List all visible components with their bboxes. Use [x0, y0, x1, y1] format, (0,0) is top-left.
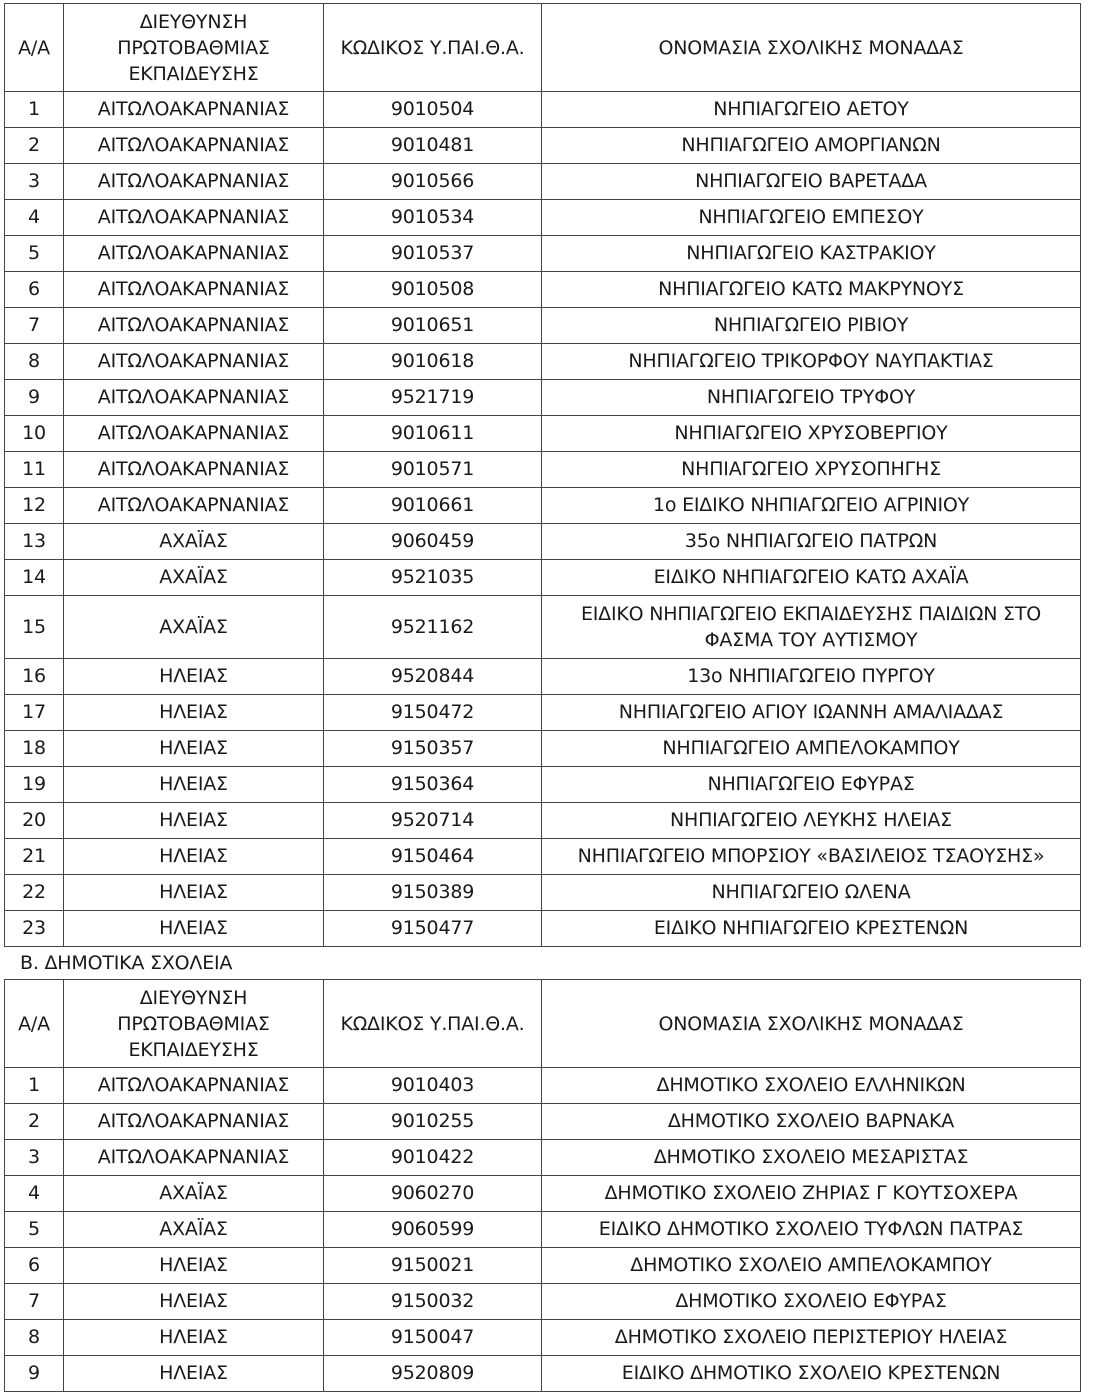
header-name: ΟΝΟΜΑΣΙΑ ΣΧΟΛΙΚΗΣ ΜΟΝΑΔΑΣ [542, 4, 1081, 92]
table-row [5, 272, 1081, 308]
header-code: ΚΩΔΙΚΟΣ Υ.ΠΑΙ.Θ.Α. [324, 980, 542, 1068]
cell-aa: 17 [5, 695, 64, 731]
cell-direction: ΑΙΤΩΛΟΑΚΑΡΝΑΝΙΑΣ [64, 488, 324, 524]
primary-schools-table [4, 979, 1081, 1392]
cell-aa: 8 [5, 1320, 64, 1356]
cell-aa: 3 [5, 164, 64, 200]
cell-code: 9150032 [324, 1284, 542, 1320]
table-row [5, 1284, 1081, 1320]
cell-code: 9150021 [324, 1248, 542, 1284]
cell-school-name: ΝΗΠΙΑΓΩΓΕΙΟ ΑΜΟΡΓΙΑΝΩΝ [542, 128, 1081, 164]
cell-code: 9150389 [324, 875, 542, 911]
cell-aa: 3 [5, 1140, 64, 1176]
cell-direction: ΗΛΕΙΑΣ [64, 1284, 324, 1320]
cell-school-name: ΔΗΜΟΤΙΚΟ ΣΧΟΛΕΙΟ ΜΕΣΑΡΙΣΤΑΣ [542, 1140, 1081, 1176]
cell-code: 9150357 [324, 731, 542, 767]
header-direction-line: ΠΡΩΤΟΒΑΘΜΙΑΣ [117, 1012, 270, 1035]
cell-school-name: ΔΗΜΟΤΙΚΟ ΣΧΟΛΕΙΟ ΕΦΥΡΑΣ [542, 1284, 1081, 1320]
cell-school-name: ΔΗΜΟΤΙΚΟ ΣΧΟΛΕΙΟ ΕΛΛΗΝΙΚΩΝ [542, 1068, 1081, 1104]
cell-aa: 8 [5, 344, 64, 380]
table-row [5, 308, 1081, 344]
cell-aa: 20 [5, 803, 64, 839]
cell-code: 9010651 [324, 308, 542, 344]
table-row [5, 596, 1081, 659]
cell-aa: 4 [5, 200, 64, 236]
cell-code: 9521719 [324, 380, 542, 416]
cell-code: 9060599 [324, 1212, 542, 1248]
table-row [5, 488, 1081, 524]
cell-aa: 5 [5, 236, 64, 272]
cell-school-name: ΔΗΜΟΤΙΚΟ ΣΧΟΛΕΙΟ ΠΕΡΙΣΤΕΡΙΟΥ ΗΛΕΙΑΣ [542, 1320, 1081, 1356]
cell-direction: ΗΛΕΙΑΣ [64, 1248, 324, 1284]
cell-aa: 2 [5, 128, 64, 164]
cell-code: 9010422 [324, 1140, 542, 1176]
cell-school-name: ΝΗΠΙΑΓΩΓΕΙΟ ΚΑΣΤΡΑΚΙΟΥ [542, 236, 1081, 272]
cell-code: 9150472 [324, 695, 542, 731]
cell-code: 9010571 [324, 452, 542, 488]
cell-code: 9521035 [324, 560, 542, 596]
table-row [5, 128, 1081, 164]
cell-school-name: 13ο ΝΗΠΙΑΓΩΓΕΙΟ ΠΥΡΓΟΥ [542, 659, 1081, 695]
cell-direction: ΑΧΑΪΑΣ [64, 560, 324, 596]
cell-direction: ΗΛΕΙΑΣ [64, 659, 324, 695]
cell-school-name: 1ο ΕΙΔΙΚΟ ΝΗΠΙΑΓΩΓΕΙΟ ΑΓΡΙΝΙΟΥ [542, 488, 1081, 524]
cell-direction: ΑΙΤΩΛΟΑΚΑΡΝΑΝΙΑΣ [64, 452, 324, 488]
cell-code: 9010504 [324, 92, 542, 128]
cell-school-name: ΝΗΠΙΑΓΩΓΕΙΟ ΤΡΙΚΟΡΦΟΥ ΝΑΥΠΑΚΤΙΑΣ [542, 344, 1081, 380]
cell-school-name: ΝΗΠΙΑΓΩΓΕΙΟ ΑΜΠΕΛΟΚΑΜΠΟΥ [542, 731, 1081, 767]
cell-code: 9010534 [324, 200, 542, 236]
cell-direction: ΑΙΤΩΛΟΑΚΑΡΝΑΝΙΑΣ [64, 1104, 324, 1140]
table-header-row [5, 980, 1081, 1068]
cell-direction: ΑΙΤΩΛΟΑΚΑΡΝΑΝΙΑΣ [64, 416, 324, 452]
cell-school-name: ΕΙΔΙΚΟ ΝΗΠΙΑΓΩΓΕΙΟ ΕΚΠΑΙΔΕΥΣΗΣ ΠΑΙΔΙΩΝ ΣΤΟ ΦΑΣΜΑ ΤΟΥ ΑΥΤΙΣΜΟΥ [542, 596, 1081, 659]
cell-direction: ΗΛΕΙΑΣ [64, 803, 324, 839]
header-direction [64, 980, 324, 1068]
cell-aa: 22 [5, 875, 64, 911]
cell-direction: ΑΙΤΩΛΟΑΚΑΡΝΑΝΙΑΣ [64, 1068, 324, 1104]
cell-aa: 1 [5, 92, 64, 128]
cell-school-name: ΝΗΠΙΑΓΩΓΕΙΟ ΛΕΥΚΗΣ ΗΛΕΙΑΣ [542, 803, 1081, 839]
section-b-title: Β. ΔΗΜΟΤΙΚΑ ΣΧΟΛΕΙΑ [20, 952, 233, 974]
cell-school-name: ΝΗΠΙΑΓΩΓΕΙΟ ΡΙΒΙΟΥ [542, 308, 1081, 344]
cell-aa: 1 [5, 1068, 64, 1104]
table-row [5, 452, 1081, 488]
cell-code: 9150464 [324, 839, 542, 875]
cell-direction: ΗΛΕΙΑΣ [64, 839, 324, 875]
header-direction [64, 4, 324, 92]
cell-code: 9521162 [324, 596, 542, 659]
cell-direction: ΑΧΑΪΑΣ [64, 1212, 324, 1248]
cell-direction: ΑΙΤΩΛΟΑΚΑΡΝΑΝΙΑΣ [64, 92, 324, 128]
cell-school-name: ΝΗΠΙΑΓΩΓΕΙΟ ΑΕΤΟΥ [542, 92, 1081, 128]
header-code: ΚΩΔΙΚΟΣ Υ.ΠΑΙ.Θ.Α. [324, 4, 542, 92]
cell-code: 9520714 [324, 803, 542, 839]
cell-direction: ΑΙΤΩΛΟΑΚΑΡΝΑΝΙΑΣ [64, 272, 324, 308]
cell-school-name: ΝΗΠΙΑΓΩΓΕΙΟ ΕΜΠΕΣΟΥ [542, 200, 1081, 236]
cell-school-name: ΝΗΠΙΑΓΩΓΕΙΟ ΩΛΕΝΑ [542, 875, 1081, 911]
cell-school-name: ΔΗΜΟΤΙΚΟ ΣΧΟΛΕΙΟ ΒΑΡΝΑΚΑ [542, 1104, 1081, 1140]
table-row [5, 695, 1081, 731]
cell-direction: ΑΙΤΩΛΟΑΚΑΡΝΑΝΙΑΣ [64, 308, 324, 344]
cell-school-name: 35ο ΝΗΠΙΑΓΩΓΕΙΟ ΠΑΤΡΩΝ [542, 524, 1081, 560]
table-row [5, 839, 1081, 875]
cell-school-name: ΔΗΜΟΤΙΚΟ ΣΧΟΛΕΙΟ ΖΗΡΙΑΣ Γ ΚΟΥΤΣΟΧΕΡΑ [542, 1176, 1081, 1212]
cell-code: 9520844 [324, 659, 542, 695]
cell-code: 9150047 [324, 1320, 542, 1356]
cell-aa: 21 [5, 839, 64, 875]
cell-direction: ΑΙΤΩΛΟΑΚΑΡΝΑΝΙΑΣ [64, 236, 324, 272]
table-row [5, 1356, 1081, 1392]
cell-aa: 19 [5, 767, 64, 803]
cell-direction: ΑΙΤΩΛΟΑΚΑΡΝΑΝΙΑΣ [64, 380, 324, 416]
table-row [5, 911, 1081, 947]
cell-aa: 16 [5, 659, 64, 695]
cell-aa: 11 [5, 452, 64, 488]
header-direction-line: ΠΡΩΤΟΒΑΘΜΙΑΣ [117, 36, 270, 59]
cell-direction: ΑΙΤΩΛΟΑΚΑΡΝΑΝΙΑΣ [64, 128, 324, 164]
cell-direction: ΑΙΤΩΛΟΑΚΑΡΝΑΝΙΑΣ [64, 164, 324, 200]
table-row [5, 875, 1081, 911]
cell-code: 9010537 [324, 236, 542, 272]
cell-aa: 15 [5, 596, 64, 659]
table-row [5, 1176, 1081, 1212]
cell-code: 9060270 [324, 1176, 542, 1212]
kindergartens-table [4, 3, 1081, 947]
header-aa: Α/Α [5, 980, 64, 1068]
table-row [5, 416, 1081, 452]
cell-aa: 9 [5, 1356, 64, 1392]
table-row [5, 164, 1081, 200]
table-row [5, 1068, 1081, 1104]
cell-school-name: ΝΗΠΙΑΓΩΓΕΙΟ ΒΑΡΕΤΑΔΑ [542, 164, 1081, 200]
table-row [5, 1320, 1081, 1356]
table-row [5, 92, 1081, 128]
cell-direction: ΗΛΕΙΑΣ [64, 1320, 324, 1356]
table-row [5, 236, 1081, 272]
cell-school-name: ΔΗΜΟΤΙΚΟ ΣΧΟΛΕΙΟ ΑΜΠΕΛΟΚΑΜΠΟΥ [542, 1248, 1081, 1284]
header-direction-line: ΔΙΕΥΘΥΝΣΗ [139, 10, 248, 33]
cell-aa: 5 [5, 1212, 64, 1248]
cell-school-name: ΕΙΔΙΚΟ ΔΗΜΟΤΙΚΟ ΣΧΟΛΕΙΟ ΤΥΦΛΩΝ ΠΑΤΡΑΣ [542, 1212, 1081, 1248]
cell-code: 9060459 [324, 524, 542, 560]
cell-direction: ΗΛΕΙΑΣ [64, 695, 324, 731]
cell-aa: 6 [5, 272, 64, 308]
cell-direction: ΗΛΕΙΑΣ [64, 1356, 324, 1392]
cell-school-name: ΝΗΠΙΑΓΩΓΕΙΟ ΤΡΥΦΟΥ [542, 380, 1081, 416]
cell-school-name: ΕΙΔΙΚΟ ΔΗΜΟΤΙΚΟ ΣΧΟΛΕΙΟ ΚΡΕΣΤΕΝΩΝ [542, 1356, 1081, 1392]
table-row [5, 659, 1081, 695]
cell-school-name: ΝΗΠΙΑΓΩΓΕΙΟ ΜΠΟΡΣΙΟΥ «ΒΑΣΙΛΕΙΟΣ ΤΣΑΟΥΣΗΣ» [542, 839, 1081, 875]
cell-direction: ΗΛΕΙΑΣ [64, 875, 324, 911]
table-row [5, 1140, 1081, 1176]
cell-direction: ΑΙΤΩΛΟΑΚΑΡΝΑΝΙΑΣ [64, 344, 324, 380]
cell-code: 9010611 [324, 416, 542, 452]
cell-direction: ΑΧΑΪΑΣ [64, 1176, 324, 1212]
table-row [5, 524, 1081, 560]
cell-aa: 9 [5, 380, 64, 416]
cell-aa: 13 [5, 524, 64, 560]
cell-aa: 7 [5, 1284, 64, 1320]
table-row [5, 380, 1081, 416]
table-row [5, 1104, 1081, 1140]
cell-direction: ΗΛΕΙΑΣ [64, 731, 324, 767]
table-row [5, 731, 1081, 767]
header-name: ΟΝΟΜΑΣΙΑ ΣΧΟΛΙΚΗΣ ΜΟΝΑΔΑΣ [542, 980, 1081, 1068]
cell-school-name: ΕΙΔΙΚΟ ΝΗΠΙΑΓΩΓΕΙΟ ΚΡΕΣΤΕΝΩΝ [542, 911, 1081, 947]
cell-aa: 18 [5, 731, 64, 767]
cell-code: 9150364 [324, 767, 542, 803]
cell-code: 9150477 [324, 911, 542, 947]
header-direction-line: ΕΚΠΑΙΔΕΥΣΗΣ [128, 62, 259, 85]
cell-school-name: ΝΗΠΙΑΓΩΓΕΙΟ ΑΓΙΟΥ ΙΩΑΝΝΗ ΑΜΑΛΙΑΔΑΣ [542, 695, 1081, 731]
cell-aa: 12 [5, 488, 64, 524]
cell-school-name: ΕΙΔΙΚΟ ΝΗΠΙΑΓΩΓΕΙΟ ΚΑΤΩ ΑΧΑΪΑ [542, 560, 1081, 596]
table-row [5, 344, 1081, 380]
cell-code: 9010566 [324, 164, 542, 200]
table-row [5, 560, 1081, 596]
cell-school-name: ΝΗΠΙΑΓΩΓΕΙΟ ΚΑΤΩ ΜΑΚΡΥΝΟΥΣ [542, 272, 1081, 308]
cell-code: 9010618 [324, 344, 542, 380]
cell-code: 9520809 [324, 1356, 542, 1392]
cell-code: 9010403 [324, 1068, 542, 1104]
cell-aa: 2 [5, 1104, 64, 1140]
cell-aa: 6 [5, 1248, 64, 1284]
cell-direction: ΗΛΕΙΑΣ [64, 911, 324, 947]
cell-direction: ΑΧΑΪΑΣ [64, 596, 324, 659]
cell-school-name: ΝΗΠΙΑΓΩΓΕΙΟ ΧΡΥΣΟΒΕΡΓΙΟΥ [542, 416, 1081, 452]
cell-direction: ΗΛΕΙΑΣ [64, 767, 324, 803]
cell-direction: ΑΧΑΪΑΣ [64, 524, 324, 560]
header-direction-line: ΔΙΕΥΘΥΝΣΗ [139, 986, 248, 1009]
header-direction-line: ΕΚΠΑΙΔΕΥΣΗΣ [128, 1038, 259, 1061]
cell-aa: 10 [5, 416, 64, 452]
cell-aa: 4 [5, 1176, 64, 1212]
cell-code: 9010508 [324, 272, 542, 308]
cell-aa: 7 [5, 308, 64, 344]
cell-code: 9010661 [324, 488, 542, 524]
table-row [5, 1248, 1081, 1284]
cell-code: 9010255 [324, 1104, 542, 1140]
table-row [5, 1212, 1081, 1248]
cell-school-name: ΝΗΠΙΑΓΩΓΕΙΟ ΕΦΥΡΑΣ [542, 767, 1081, 803]
table-row [5, 200, 1081, 236]
table-row [5, 767, 1081, 803]
cell-school-name: ΝΗΠΙΑΓΩΓΕΙΟ ΧΡΥΣΟΠΗΓΗΣ [542, 452, 1081, 488]
table-row [5, 803, 1081, 839]
cell-direction: ΑΙΤΩΛΟΑΚΑΡΝΑΝΙΑΣ [64, 1140, 324, 1176]
cell-code: 9010481 [324, 128, 542, 164]
cell-direction: ΑΙΤΩΛΟΑΚΑΡΝΑΝΙΑΣ [64, 200, 324, 236]
table-header-row [5, 4, 1081, 92]
cell-aa: 14 [5, 560, 64, 596]
header-aa: Α/Α [5, 4, 64, 92]
cell-aa: 23 [5, 911, 64, 947]
